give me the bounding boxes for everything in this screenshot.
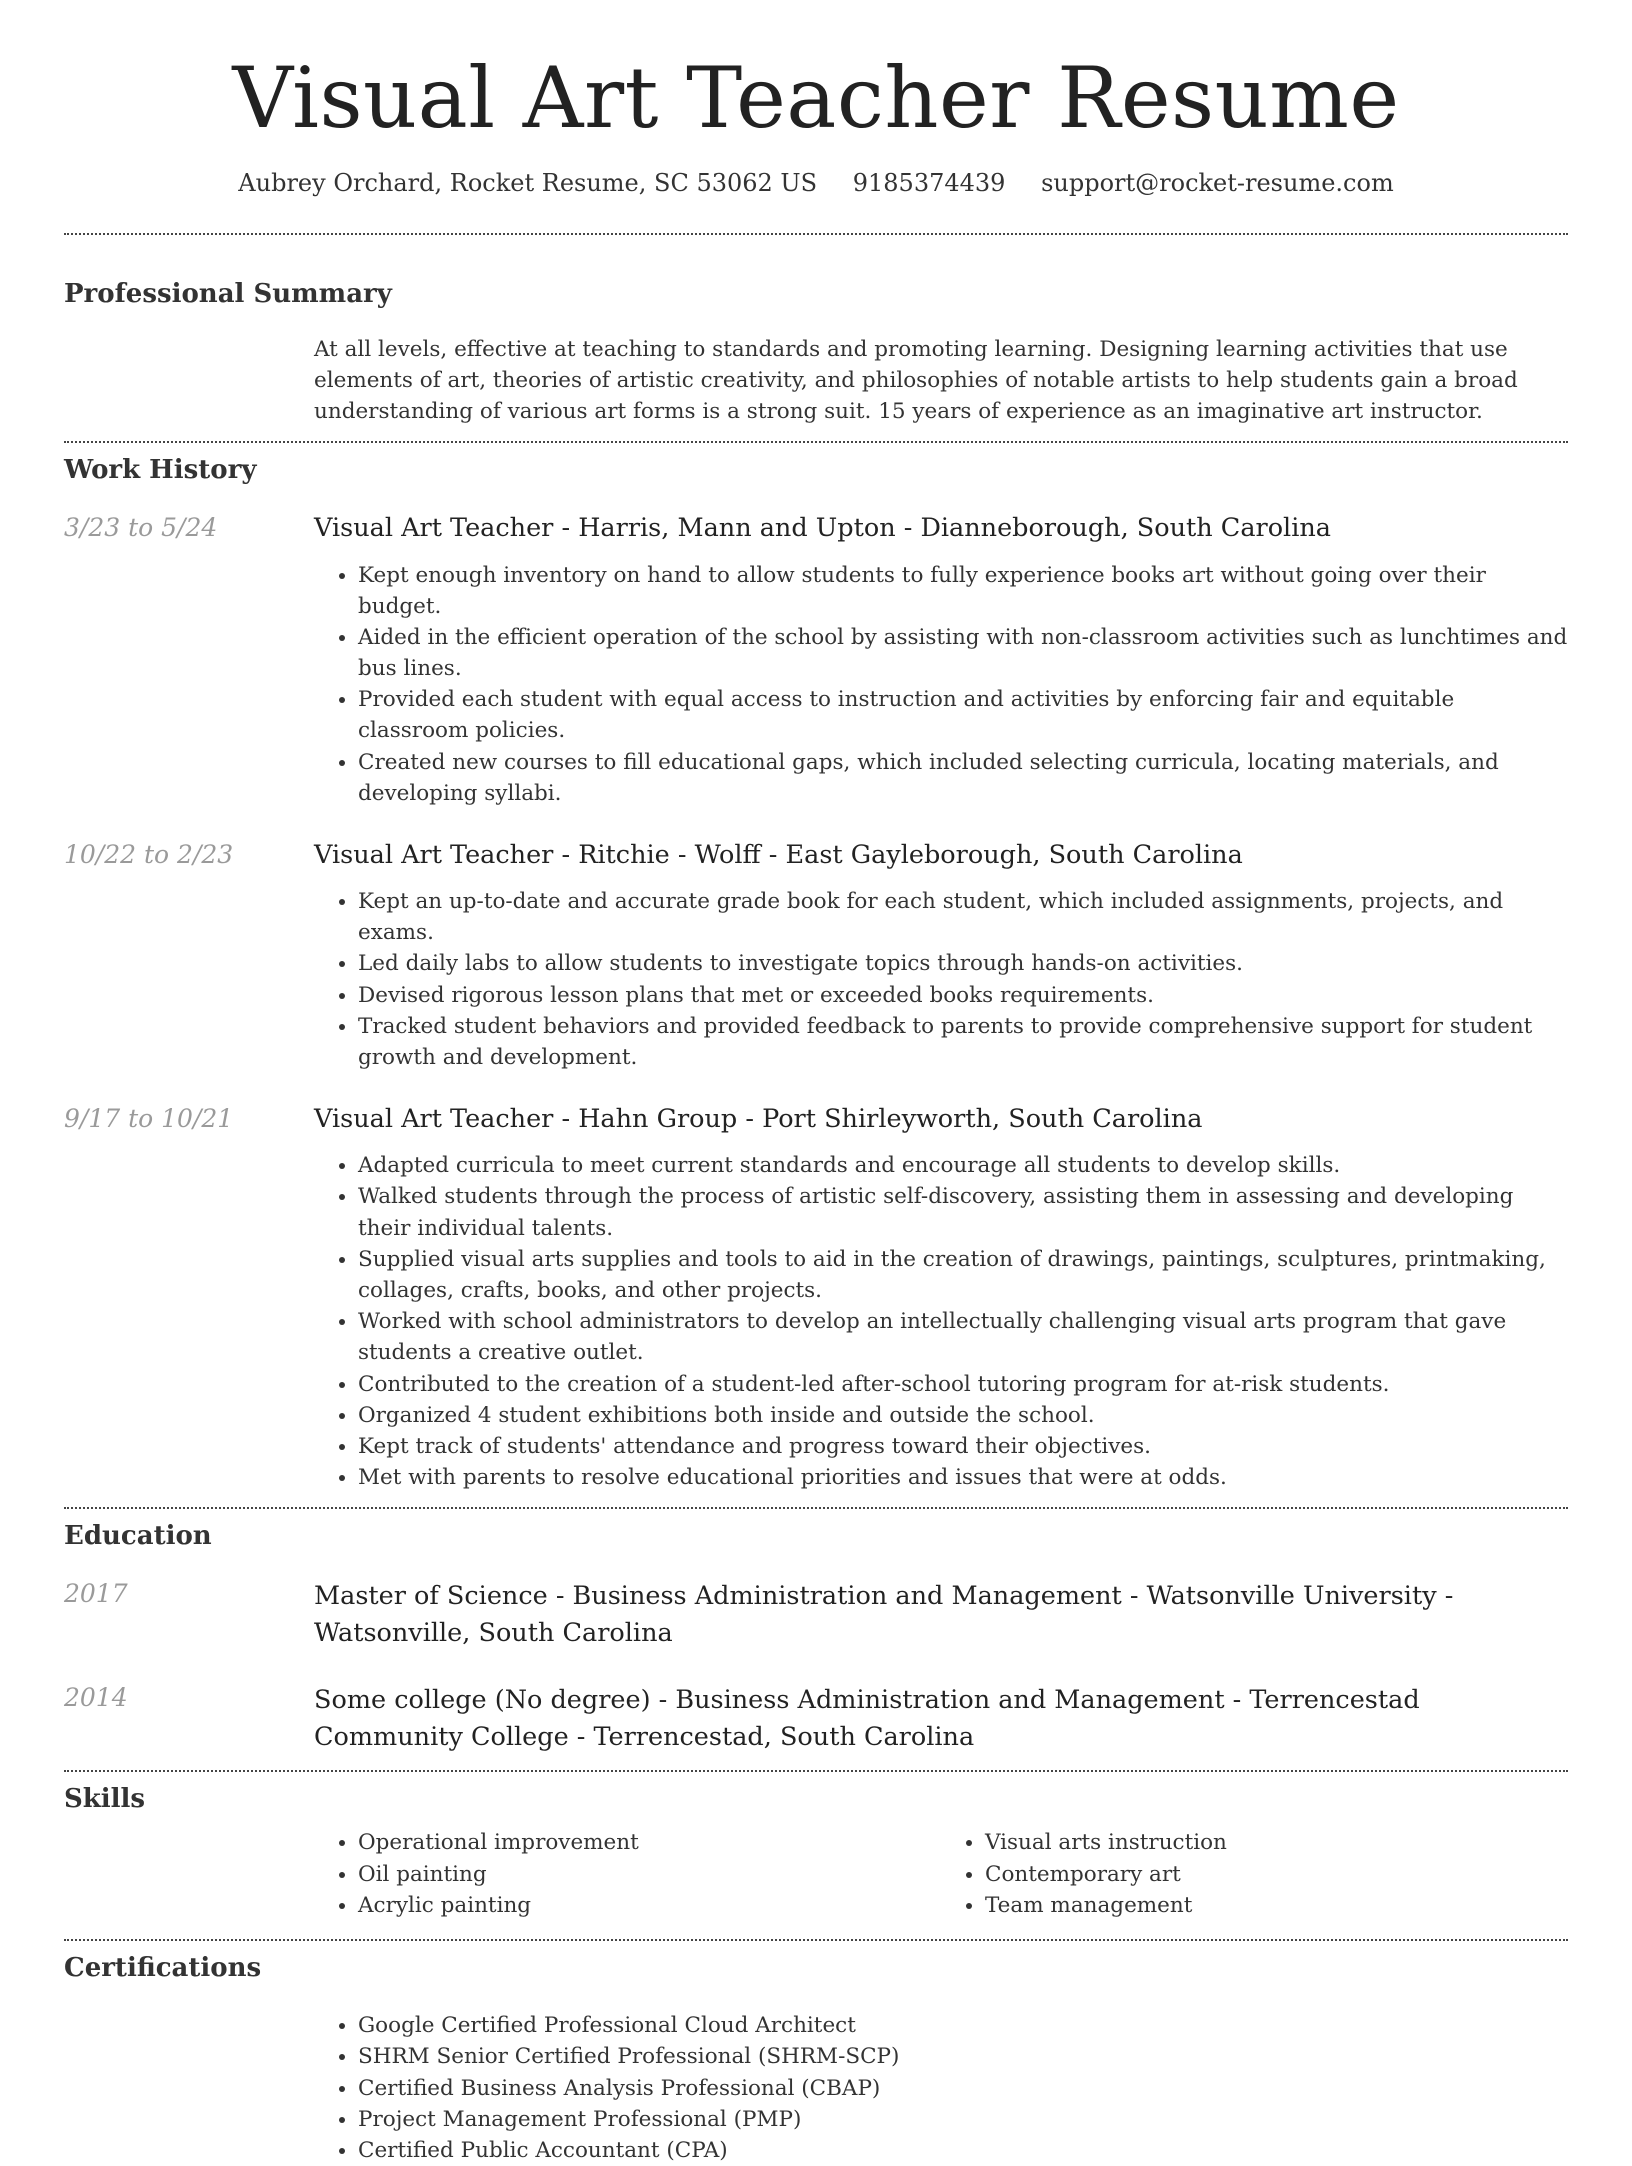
education-entry — [64, 1578, 1568, 1652]
list-item: • Provided each student with equal access to instruction and activities by enforcing fair and equitable classroom policies. — [358, 684, 1568, 746]
certifications-list — [314, 2010, 1568, 2166]
list-item: • Tracked student behaviors and provided feedback to parents to provide comprehensive support for student growth and development. — [358, 1011, 1568, 1073]
education-title: Master of Science - Business Administration and Management - Watsonville University - Watsonville, South Carolina — [314, 1581, 1454, 1649]
job-dates: 10/22 to 2/23 — [64, 840, 234, 869]
section-divider — [64, 1507, 1568, 1509]
list-item: • Devised rigorous lesson plans that met or exceeded books requirements. — [358, 980, 1568, 1011]
list-item: • Supplied visual arts supplies and tools to aid in the creation of drawings, paintings, sculptures, printmaking, collages, crafts, books, and other projects. — [358, 1244, 1568, 1306]
job-entry — [64, 1103, 1568, 1493]
resume-title: Visual Art Teacher Resume — [232, 49, 1400, 147]
summary-heading: Professional Summary — [64, 278, 392, 309]
job-entry — [64, 839, 1568, 1073]
job-bullets — [314, 886, 1568, 1073]
job-dates: 9/17 to 10/21 — [64, 1104, 234, 1134]
list-item: • Acrylic painting — [358, 1890, 941, 1921]
summary-section — [64, 279, 1568, 428]
work-history-section — [64, 455, 1568, 1493]
list-item: • Oil painting — [358, 1859, 941, 1890]
list-item: • Worked with school administrators to develop an intellectually challenging visual arts program that gave students a creative outlet. — [358, 1306, 1568, 1368]
list-item: • Kept track of students' attendance and progress toward their objectives. — [358, 1431, 1568, 1462]
list-item: • Certified Public Accountant (CPA) — [358, 2135, 1568, 2166]
section-divider — [64, 233, 1568, 235]
contact-address: Aubrey Orchard, Rocket Resume, SC 53062 US — [238, 168, 818, 197]
skills-column-left — [314, 1827, 941, 1921]
list-item: • Led daily labs to allow students to investigate topics through hands-on activities. — [358, 948, 1568, 979]
list-item: • Aided in the efficient operation of the school by assisting with non-classroom activities such as lunchtimes and bus lines. — [358, 622, 1568, 684]
list-item: • Adapted curricula to meet current standards and encourage all students to develop skills. — [358, 1150, 1568, 1181]
skills-heading: Skills — [64, 1784, 146, 1815]
section-divider — [64, 1770, 1568, 1772]
list-item: • Operational improvement — [358, 1827, 941, 1858]
list-item: • Created new courses to fill educational gaps, which included selecting curricula, locating materials, and developing syllabi. — [358, 747, 1568, 809]
certifications-heading: Certifications — [64, 1952, 262, 1983]
education-section — [64, 1521, 1568, 1756]
summary-text: At all levels, effective at teaching to standards and promoting learning. Designing learning activities that use elements of art, theories of artistic creativity, and philosophies of notable artists to help students gain a broad understanding of various art forms is a strong suit. 15 years of experience as an imaginative art instructor. — [314, 336, 1518, 425]
education-year: 2017 — [64, 1579, 128, 1609]
list-item: • Visual arts instruction — [985, 1827, 1568, 1858]
job-dates: 3/23 to 5/24 — [64, 513, 218, 543]
job-entry — [64, 512, 1568, 809]
list-item: • Contributed to the creation of a student-led after-school tutoring program for at-risk students. — [358, 1369, 1568, 1400]
list-item: • Kept an up-to-date and accurate grade book for each student, which included assignments, projects, and exams. — [358, 886, 1568, 948]
job-bullets — [314, 1150, 1568, 1493]
list-item: • Organized 4 student exhibitions both inside and outside the school. — [358, 1400, 1568, 1431]
list-item: • Walked students through the process of artistic self-discovery, assisting them in assessing and developing their individual talents. — [358, 1181, 1568, 1243]
contact-line — [64, 169, 1568, 197]
certifications-section — [64, 1953, 1568, 2166]
list-item: • Team management — [985, 1890, 1568, 1921]
job-bullets — [314, 560, 1568, 809]
skills-list — [314, 1827, 1568, 1921]
skills-column-right — [941, 1827, 1568, 1921]
job-title: Visual Art Teacher - Ritchie - Wolff - East Gayleborough, South Carolina — [314, 840, 1243, 870]
section-divider — [64, 441, 1568, 443]
list-item: • Project Management Professional (PMP) — [358, 2104, 1568, 2135]
education-entry — [64, 1682, 1568, 1756]
list-item: • Contemporary art — [985, 1859, 1568, 1890]
list-item: • Google Certified Professional Cloud Architect — [358, 2010, 1568, 2041]
work-history-heading: Work History — [64, 455, 257, 486]
contact-email: support@rocket-resume.com — [1041, 168, 1394, 197]
job-title: Visual Art Teacher - Hahn Group - Port Shirleyworth, South Carolina — [314, 1104, 1203, 1135]
list-item: • Met with parents to resolve educational priorities and issues that were at odds. — [358, 1462, 1568, 1493]
education-title: Some college (No degree) - Business Administration and Management - Terrencestad Community College - Terrencestad, South Carolina — [314, 1685, 1420, 1753]
skills-section — [64, 1784, 1568, 1921]
education-heading: Education — [64, 1521, 212, 1552]
section-divider — [64, 1939, 1568, 1941]
list-item: • Certified Business Analysis Professional (CBAP) — [358, 2073, 1568, 2104]
list-item: • SHRM Senior Certified Professional (SHRM-SCP) — [358, 2041, 1568, 2072]
job-title: Visual Art Teacher - Harris, Mann and Upton - Dianneborough, South Carolina — [314, 513, 1331, 544]
list-item: • Kept enough inventory on hand to allow students to fully experience books art without going over their budget. — [358, 560, 1568, 622]
contact-phone: 9185374439 — [852, 168, 1006, 197]
education-year: 2014 — [64, 1683, 128, 1713]
